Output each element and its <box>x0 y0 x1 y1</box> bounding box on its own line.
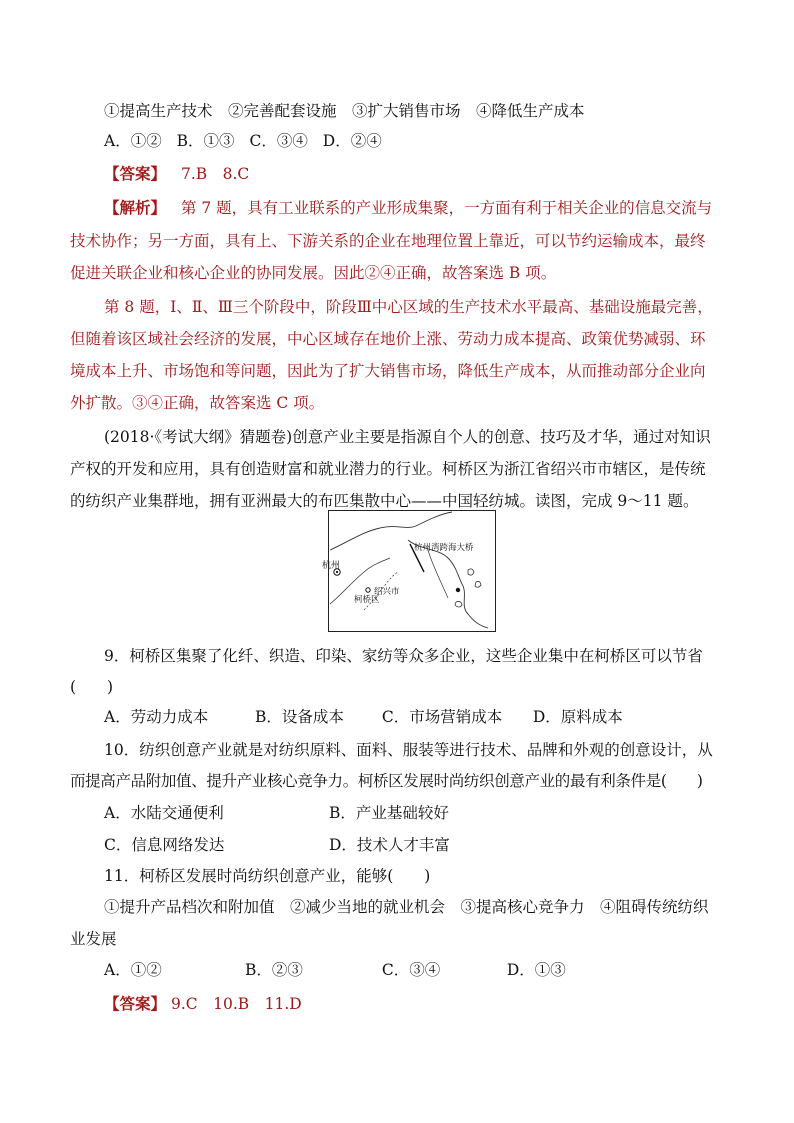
q9-option-a: A．劳动力成本 <box>104 708 209 726</box>
q10-options-row-1 <box>104 803 449 823</box>
label-bridge: 杭州湾跨海大桥 <box>414 543 474 553</box>
q11-option-a: A．①② <box>104 961 162 979</box>
analysis-line-7: 外扩散。③④正确，故答案选 C 项。 <box>70 394 325 412</box>
q8-choices: ①提高生产技术 ②完善配套设施 ③扩大销售市场 ④降低生产成本 <box>104 102 585 120</box>
q9-option-d: D．原料成本 <box>532 708 623 726</box>
hangzhou-marker-dot <box>336 571 338 573</box>
port-marker <box>456 588 460 592</box>
answer-text: 7.B 8.C <box>180 165 250 183</box>
answer-block-1 <box>104 164 249 184</box>
analysis-line-6: 境成本上升、市场饱和等问题，因此为了扩大销售市场，降低生产成本，从而推动部分企业向 <box>70 362 706 380</box>
q10-stem-2: 而提高产品附加值、提升产业核心竞争力。柯桥区发展时尚纺织创意产业的最有利条件是( ) <box>70 772 703 790</box>
analysis-line-3: 促进关联企业和核心企业的协同发展。因此②④正确，故答案选 B 项。 <box>70 264 557 282</box>
map-frame <box>329 511 496 632</box>
q11-option-d: D．①③ <box>506 961 566 979</box>
label-hangzhou: 杭州 <box>321 561 340 571</box>
analysis-line-2: 技术协作；另一方面，具有上、下游关系的企业在地理位置上靠近，可以节约运输成本，最终 <box>70 232 706 250</box>
label-shaoxing: 绍兴市 <box>374 587 400 597</box>
intro-line-2: 产权的开发和应用，具有创造财富和就业潜力的行业。柯桥区为浙江省绍兴市市辖区，是传统 <box>70 460 706 478</box>
intro-line-1: (2018·《考试大纲》猜题卷)创意产业主要是指源自个人的创意、技巧及才华，通过对知识 <box>104 428 711 446</box>
q11-option-b: B．②③ <box>244 961 303 979</box>
q11-option-c: C．③④ <box>381 961 441 979</box>
q8-option-a: A．①② <box>104 132 162 150</box>
q10-options-row-2 <box>104 835 450 855</box>
q10-option-c: C．信息网络发达 <box>104 836 225 854</box>
q10-option-a: A．水陆交通便利 <box>104 804 224 822</box>
q9-option-c: C．市场营销成本 <box>381 708 503 726</box>
q11-stem: 11．柯桥区发展时尚纺织创意产业，能够( ) <box>104 867 431 885</box>
q9-stem: 9．柯桥区集聚了化纤、织造、印染、家纺等众多企业，这些企业集中在柯桥区可以节省 <box>104 647 703 665</box>
q11-choices-2: 业发展 <box>70 930 117 948</box>
q9-stem-2: ( ) <box>70 678 114 696</box>
q10-option-d: D．技术人才丰富 <box>328 836 450 854</box>
answer-text-2: 9.C 10.B 11.D <box>170 995 302 1013</box>
label-keqiao: 柯桥区 <box>354 595 380 605</box>
q10-option-b: B．产业基础较好 <box>328 804 449 822</box>
answer-tag: 【答案】 <box>104 164 167 183</box>
intro-line-3: 的纺织产业集群地，拥有亚洲最大的布匹集散中心——中国轻纺城。读图，完成 9～11 题。 <box>70 492 699 510</box>
keqiao-location-map <box>321 510 496 632</box>
answer-tag-2: 【答案】 <box>104 994 167 1013</box>
answer-block-2 <box>104 994 302 1014</box>
analysis-tag: 【解析】 <box>104 198 167 217</box>
q10-stem: 10．纺织创意产业就是对纺织原料、面料、服装等进行技术、品牌和外观的创意设计，从 <box>104 741 713 759</box>
q9-options <box>104 707 623 727</box>
analysis-line-4: 第 8 题，Ⅰ、Ⅱ、Ⅲ三个阶段中，阶段Ⅲ中心区域的生产技术水平最高、基础设施最完善， <box>104 298 713 316</box>
analysis-line-1: 【解析】 第 7 题，具有工业联系的产业形成集聚，一方面有利于相关企业的信息交流与 <box>104 198 713 217</box>
q9-option-b: B．设备成本 <box>254 708 344 726</box>
q8-option-c: C．③④ <box>249 132 308 150</box>
q8-options <box>104 131 382 151</box>
analysis-line-5: 但随着该区域社会经济的发展，中心区域存在地价上涨、劳动力成本提高、政策优势减弱、环 <box>70 330 706 348</box>
q11-choices: ①提升产品档次和附加值 ②减少当地的就业机会 ③提高核心竞争力 ④阻碍传统纺织 <box>104 898 709 916</box>
q11-options <box>104 960 566 980</box>
q8-option-b: B．①③ <box>176 132 235 150</box>
q8-option-d: D．②④ <box>322 132 382 150</box>
